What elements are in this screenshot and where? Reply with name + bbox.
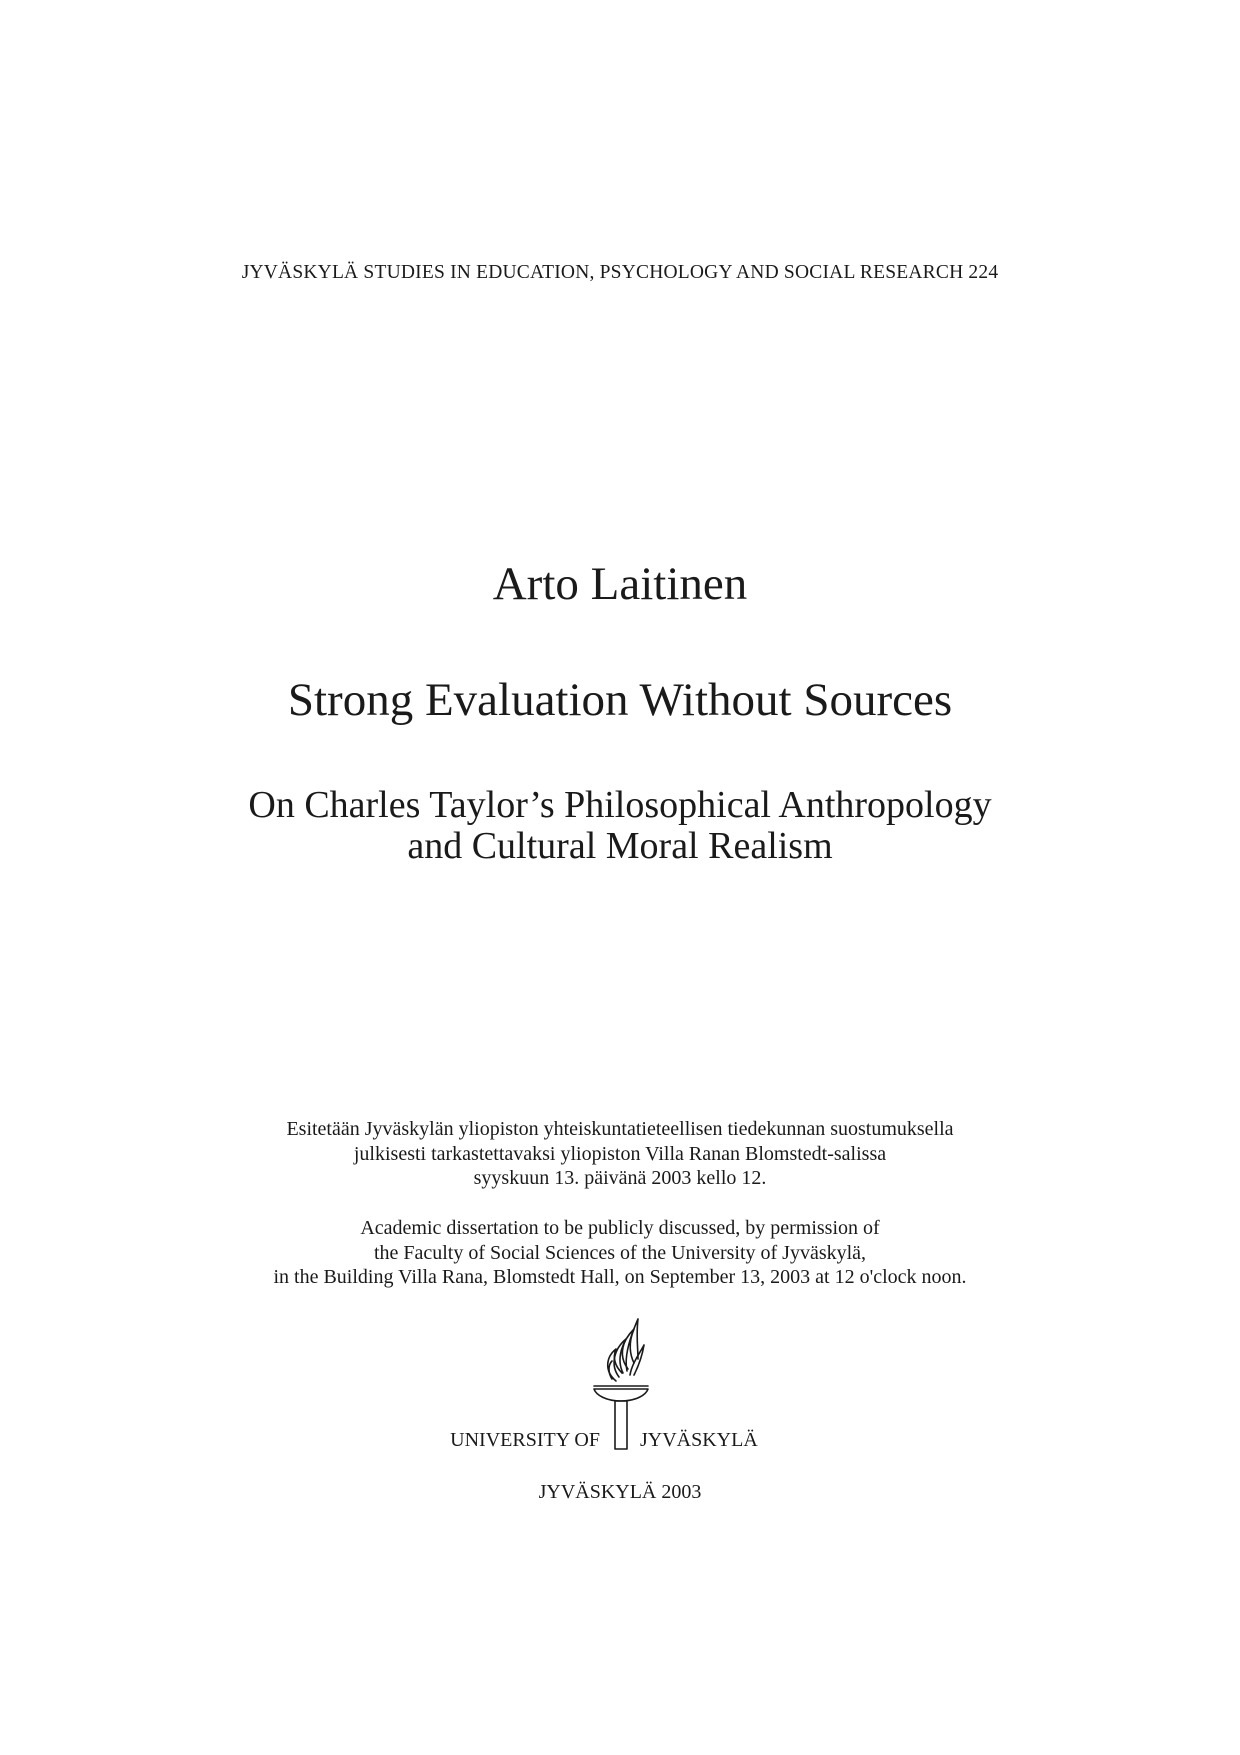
english-notice-line-3: in the Building Villa Rana, Blomstedt Hall, on September 13, 2003 at 12 o'clock noon. [273, 1266, 967, 1288]
place-and-year: JYVÄSKYLÄ 2003 [538, 1481, 702, 1503]
subtitle-line-2: and Cultural Moral Realism [407, 825, 833, 867]
logo-text-left: UNIVERSITY OF [450, 1429, 600, 1451]
finnish-notice-line-3: syyskuun 13. päivänä 2003 kello 12. [473, 1167, 767, 1189]
subtitle-line-1: On Charles Taylor’s Philosophical Anthropology [248, 784, 992, 826]
logo-text-right: JYVÄSKYLÄ [640, 1429, 758, 1451]
author-name: Arto Laitinen [492, 558, 748, 610]
book-subtitle [0, 785, 1240, 867]
series-title: JYVÄSKYLÄ STUDIES IN EDUCATION, PSYCHOLOGY AND SOCIAL RESEARCH 224 [241, 262, 999, 283]
finnish-notice [0, 1117, 1240, 1191]
university-logo [0, 1315, 1240, 1455]
english-notice [0, 1216, 1240, 1290]
finnish-notice-line-2: julkisesti tarkastettavaksi yliopiston Villa Ranan Blomstedt-salissa [353, 1142, 887, 1165]
english-notice-line-1: Academic dissertation to be publicly discussed, by permission of [360, 1217, 880, 1239]
book-title: Strong Evaluation Without Sources [287, 674, 953, 726]
finnish-notice-line-1: Esitetään Jyväskylän yliopiston yhteiskuntatieteellisen tiedekunnan suostumuksella [286, 1118, 954, 1140]
english-notice-line-2: the Faculty of Social Sciences of the University of Jyväskylä, [373, 1241, 867, 1264]
